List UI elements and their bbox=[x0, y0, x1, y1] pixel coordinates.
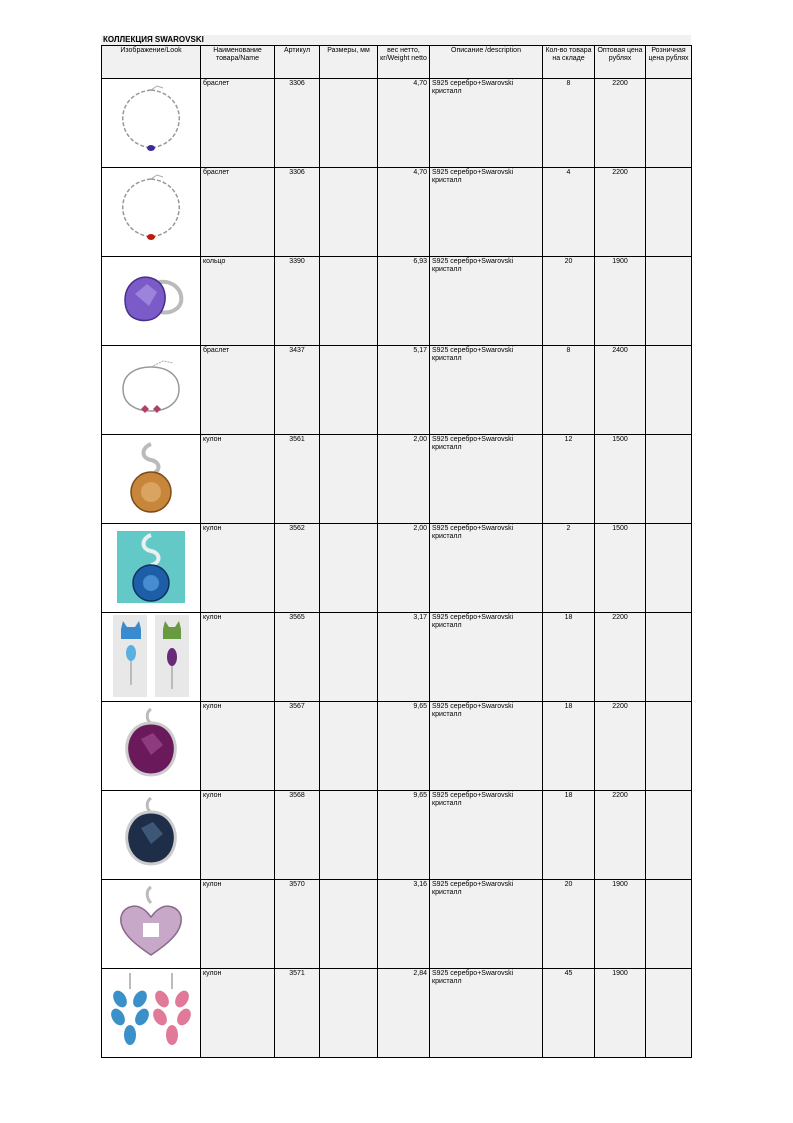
product-image-cell bbox=[102, 613, 201, 702]
cell-retail bbox=[646, 168, 692, 257]
table-row bbox=[102, 880, 692, 969]
cell-size bbox=[320, 79, 378, 168]
cell-description: S925 серебро+Swarovski кристалл bbox=[430, 969, 543, 1058]
table-row bbox=[102, 168, 692, 257]
cell-stock: 4 bbox=[543, 168, 595, 257]
cell-retail bbox=[646, 79, 692, 168]
product-image-cell bbox=[102, 435, 201, 524]
cell-wholesale: 1900 bbox=[595, 880, 646, 969]
cell-stock: 2 bbox=[543, 524, 595, 613]
cell-description: S925 серебро+Swarovski кристалл bbox=[430, 346, 543, 435]
product-image-cell bbox=[102, 969, 201, 1058]
heart-pendant-icon bbox=[102, 880, 199, 966]
cell-stock: 18 bbox=[543, 702, 595, 791]
cell-stock: 8 bbox=[543, 346, 595, 435]
pendant-amber-crystal-icon bbox=[102, 435, 199, 521]
col-header-retail: Розничная цена рублях bbox=[646, 46, 692, 79]
cell-article: 3437 bbox=[275, 346, 320, 435]
cell-weight: 3,17 bbox=[378, 613, 430, 702]
cell-retail bbox=[646, 257, 692, 346]
col-header-article: Артикул bbox=[275, 46, 320, 79]
cell-name: кулон bbox=[201, 524, 275, 613]
cell-wholesale: 2200 bbox=[595, 791, 646, 880]
cell-size bbox=[320, 524, 378, 613]
cell-retail bbox=[646, 613, 692, 702]
col-header-stock: Кол-во товара на складе bbox=[543, 46, 595, 79]
cell-article: 3568 bbox=[275, 791, 320, 880]
product-image-cell bbox=[102, 524, 201, 613]
cell-description: S925 серебро+Swarovski кристалл bbox=[430, 613, 543, 702]
cell-article: 3306 bbox=[275, 168, 320, 257]
product-image-cell bbox=[102, 702, 201, 791]
bracelet-red-stone-icon bbox=[102, 168, 199, 254]
cell-description: S925 серебро+Swarovski кристалл bbox=[430, 79, 543, 168]
cell-stock: 20 bbox=[543, 257, 595, 346]
collection-title: КОЛЛЕКЦИЯ SWAROVSKI bbox=[101, 35, 691, 45]
table-row bbox=[102, 969, 692, 1058]
cell-article: 3562 bbox=[275, 524, 320, 613]
table-row bbox=[102, 79, 692, 168]
cell-size bbox=[320, 613, 378, 702]
cell-description: S925 серебро+Swarovski кристалл bbox=[430, 791, 543, 880]
cell-weight: 4,70 bbox=[378, 168, 430, 257]
cell-retail bbox=[646, 524, 692, 613]
cell-stock: 20 bbox=[543, 880, 595, 969]
cell-size bbox=[320, 880, 378, 969]
cat-pendants-pair-icon bbox=[102, 613, 199, 699]
cell-name: кулон bbox=[201, 791, 275, 880]
cell-weight: 2,84 bbox=[378, 969, 430, 1058]
col-header-image: Изображение/Look bbox=[102, 46, 201, 79]
product-image-cell bbox=[102, 257, 201, 346]
bangle-bracelet-icon bbox=[102, 346, 199, 432]
cell-weight: 4,70 bbox=[378, 79, 430, 168]
cell-name: кулон bbox=[201, 969, 275, 1058]
leaf-earrings-icon bbox=[102, 969, 199, 1055]
pendant-purple-drop-icon bbox=[102, 702, 199, 788]
cell-wholesale: 2200 bbox=[595, 168, 646, 257]
cell-stock: 18 bbox=[543, 791, 595, 880]
cell-wholesale: 2200 bbox=[595, 613, 646, 702]
pendant-blue-crystal-icon bbox=[102, 524, 199, 610]
cell-wholesale: 2400 bbox=[595, 346, 646, 435]
cell-weight: 6,93 bbox=[378, 257, 430, 346]
cell-weight: 2,00 bbox=[378, 524, 430, 613]
cell-weight: 2,00 bbox=[378, 435, 430, 524]
cell-retail bbox=[646, 880, 692, 969]
table-row bbox=[102, 702, 692, 791]
cell-article: 3306 bbox=[275, 79, 320, 168]
cell-description: S925 серебро+Swarovski кристалл bbox=[430, 702, 543, 791]
cell-name: кулон bbox=[201, 702, 275, 791]
cell-article: 3565 bbox=[275, 613, 320, 702]
cell-article: 3390 bbox=[275, 257, 320, 346]
cell-retail bbox=[646, 969, 692, 1058]
cell-article: 3561 bbox=[275, 435, 320, 524]
cell-description: S925 серебро+Swarovski кристалл bbox=[430, 257, 543, 346]
cell-name: браслет bbox=[201, 79, 275, 168]
cell-size bbox=[320, 168, 378, 257]
table-row bbox=[102, 791, 692, 880]
cell-wholesale: 2200 bbox=[595, 79, 646, 168]
cell-name: браслет bbox=[201, 168, 275, 257]
cell-stock: 12 bbox=[543, 435, 595, 524]
product-image-cell bbox=[102, 791, 201, 880]
price-sheet bbox=[101, 35, 691, 1058]
product-image-cell bbox=[102, 168, 201, 257]
cell-size bbox=[320, 969, 378, 1058]
cell-retail bbox=[646, 702, 692, 791]
cell-description: S925 серебро+Swarovski кристалл bbox=[430, 880, 543, 969]
cell-name: браслет bbox=[201, 346, 275, 435]
cell-weight: 5,17 bbox=[378, 346, 430, 435]
table-row bbox=[102, 346, 692, 435]
table-row bbox=[102, 524, 692, 613]
cell-name: кулон bbox=[201, 613, 275, 702]
cell-wholesale: 1900 bbox=[595, 969, 646, 1058]
cell-description: S925 серебро+Swarovski кристалл bbox=[430, 168, 543, 257]
table-row bbox=[102, 257, 692, 346]
product-image-cell bbox=[102, 880, 201, 969]
cell-size bbox=[320, 257, 378, 346]
product-image-cell bbox=[102, 79, 201, 168]
cell-description: S925 серебро+Swarovski кристалл bbox=[430, 524, 543, 613]
cell-wholesale: 1900 bbox=[595, 257, 646, 346]
cell-article: 3570 bbox=[275, 880, 320, 969]
cell-wholesale: 2200 bbox=[595, 702, 646, 791]
col-header-description: Описание /description bbox=[430, 46, 543, 79]
col-header-name: Наименование товара/Name bbox=[201, 46, 275, 79]
cell-stock: 45 bbox=[543, 969, 595, 1058]
bracelet-purple-stone-icon bbox=[102, 79, 199, 165]
product-table bbox=[101, 45, 692, 1058]
table-header-row bbox=[102, 46, 692, 79]
col-header-wholesale: Оптовая цена рублях bbox=[595, 46, 646, 79]
cell-description: S925 серебро+Swarovski кристалл bbox=[430, 435, 543, 524]
table-row bbox=[102, 613, 692, 702]
table-row bbox=[102, 435, 692, 524]
cell-weight: 3,16 bbox=[378, 880, 430, 969]
cell-retail bbox=[646, 346, 692, 435]
cell-article: 3571 bbox=[275, 969, 320, 1058]
cell-size bbox=[320, 346, 378, 435]
cell-retail bbox=[646, 791, 692, 880]
cell-stock: 18 bbox=[543, 613, 595, 702]
product-image-cell bbox=[102, 346, 201, 435]
cell-name: кулон bbox=[201, 880, 275, 969]
cell-size bbox=[320, 702, 378, 791]
cell-size bbox=[320, 791, 378, 880]
cell-weight: 9,65 bbox=[378, 791, 430, 880]
cell-name: кольцо bbox=[201, 257, 275, 346]
cell-wholesale: 1500 bbox=[595, 524, 646, 613]
col-header-weight: вес нетто, кг/Weight netto bbox=[378, 46, 430, 79]
cell-retail bbox=[646, 435, 692, 524]
pendant-navy-drop-icon bbox=[102, 791, 199, 877]
cell-article: 3567 bbox=[275, 702, 320, 791]
cell-size bbox=[320, 435, 378, 524]
ring-violet-crystal-icon bbox=[102, 257, 199, 343]
cell-name: кулон bbox=[201, 435, 275, 524]
cell-wholesale: 1500 bbox=[595, 435, 646, 524]
cell-weight: 9,65 bbox=[378, 702, 430, 791]
cell-stock: 8 bbox=[543, 79, 595, 168]
col-header-size: Размеры, мм bbox=[320, 46, 378, 79]
